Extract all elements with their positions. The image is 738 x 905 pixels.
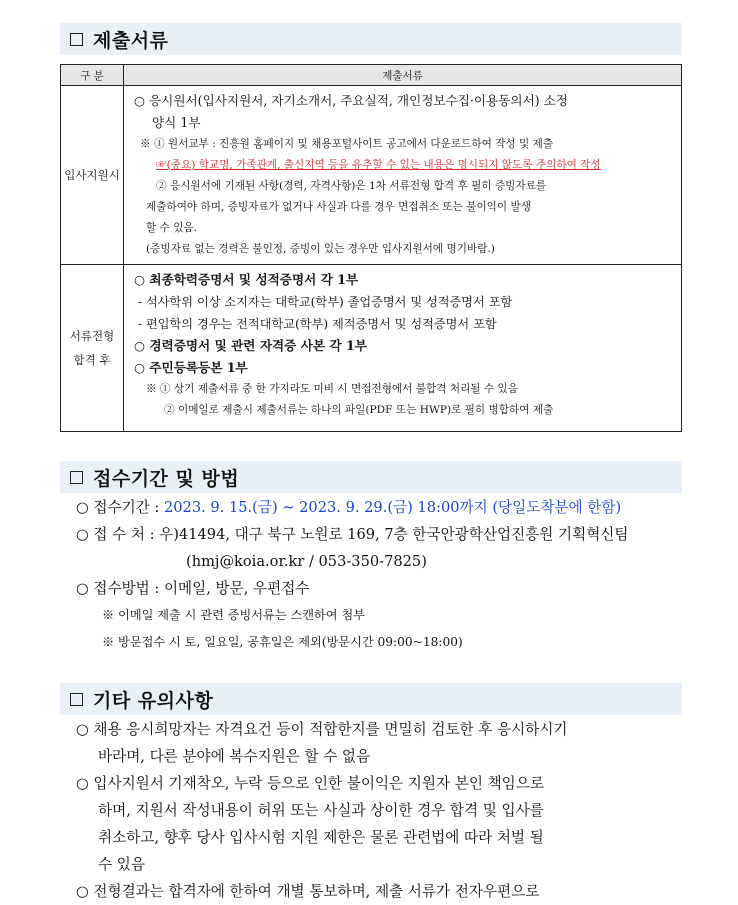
- table-header-row: [61, 65, 682, 86]
- doc-line: ○ 응시원서(입사지원서, 자기소개서, 주요실적, 개인정보수집·이용동의서) 소정: [134, 93, 568, 108]
- doc-note: (증빙자료 없는 경력은 불인정, 증빙이 있는 경우만 입사지원서에 명기바람.): [146, 243, 495, 255]
- contact-info: (hmj@koia.or.kr / 053-350-7825): [186, 553, 427, 570]
- submission-docs-table: [60, 64, 682, 432]
- section-reception-header: [60, 461, 682, 493]
- doc-note: ※ ① 상기 제출서류 중 한 가지라도 미비 시 면접전형에서 불합격 처리될 수 있음: [146, 383, 518, 395]
- note-line: ○ 입사지원서 기재착오, 누락 등으로 인한 불이익은 지원자 본인 책임으로: [76, 775, 544, 792]
- section-submission-docs-header: [60, 23, 682, 55]
- header-documents: 제출서류: [124, 65, 682, 86]
- doc-line: 양식 1부: [152, 115, 201, 130]
- reception-period: [76, 494, 629, 521]
- doc-note: 할 수 있음.: [146, 222, 198, 234]
- reception-place: [76, 521, 629, 548]
- row-content-application: [124, 86, 682, 265]
- doc-note: ② 응시원서에 기재된 사항(경력, 자격사항)은 1차 서류전형 합격 후 필히 증빙자료를: [156, 180, 547, 192]
- reception-note: ※ 이메일 제출 시 관련 증빙서류는 스캔하여 첨부: [102, 608, 365, 622]
- doc-line: ○ 주민등록등본 1부: [134, 360, 248, 375]
- doc-subline: - 편입학의 경우는 전적대학교(학부) 제적증명서 및 성적증명서 포함: [138, 317, 497, 331]
- doc-subline: - 석사학위 이상 소지자는 대학교(학부) 졸업증명서 및 성적증명서 포함: [138, 295, 513, 309]
- row-content-after-pass: [124, 265, 682, 432]
- row-label-line: 서류전형: [69, 329, 115, 343]
- checkbox-square-icon: [70, 33, 83, 46]
- row-label-application: 입사지원시: [61, 86, 124, 265]
- checkbox-square-icon: [70, 471, 83, 484]
- note-line: 바라며, 다른 분야에 복수지원은 할 수 없음: [98, 748, 371, 765]
- section-title: 기타 유의사항: [93, 689, 214, 712]
- note-line: ○ 전형결과는 합격자에 한하여 개별 통보하며, 제출 서류가 전자우편으로: [76, 883, 540, 900]
- section-title: 제출서류: [93, 29, 169, 52]
- note-line: 취소하고, 향후 당사 입사시험 지원 제한은 물론 관련법에 따라 처벌 될: [98, 829, 544, 846]
- doc-note: ② 이메일로 제출시 제출서류는 하나의 파일(PDF 또는 HWP)로 필히 병합하여 제출: [164, 404, 554, 416]
- other-notes: [76, 716, 686, 905]
- important-note: ☞(중요) 학교명, 가족관계, 출신지역 등을 유추할 수 있는 내용은 명시되지 않도록 주의하여 작성: [156, 159, 601, 171]
- note-line: 수 있음: [98, 856, 145, 873]
- place-label: ○ 접 수 처 :: [76, 526, 160, 543]
- doc-line: ○ 최종학력증명서 및 성적증명서 각 1부: [134, 272, 359, 287]
- table-row: [61, 265, 682, 432]
- reception-note: ※ 방문접수 시 토, 일요일, 공휴일은 제외(방문시간 09:00~18:00): [102, 635, 463, 649]
- section-title: 접수기간 및 방법: [93, 467, 240, 490]
- period-value: 2023. 9. 15.(금) ~ 2023. 9. 29.(금) 18:00까지 (당일도착분에 한함): [163, 499, 622, 516]
- table-row: [61, 86, 682, 265]
- period-label: ○ 접수기간 :: [76, 499, 164, 516]
- doc-note: ※ ① 원서교부 : 진흥원 홈페이지 및 채용포털사이트 공고에서 다운로드하여 작성 및 제출: [140, 138, 554, 150]
- section-other-notes-header: [60, 683, 682, 715]
- note-line: 하며, 지원서 작성내용이 허위 또는 사실과 상이한 경우 합격 및 입사를: [98, 802, 544, 819]
- doc-line: ○ 경력증명서 및 관련 자격증 사본 각 1부: [134, 338, 367, 353]
- header-category: 구 분: [61, 65, 124, 86]
- doc-note: 제출하여야 하며, 증빙자료가 없거나 사실과 다를 경우 면접취소 또는 불이익이 발생: [146, 201, 531, 213]
- reception-method: ○ 접수방법 : 이메일, 방문, 우편접수: [76, 580, 310, 597]
- row-label-line: 합격 후: [73, 353, 111, 367]
- row-label-after-pass: [61, 265, 124, 432]
- place-value: 우)41494, 대구 북구 노원로 169, 7층 한국안광학산업진흥원 기획혁신팀: [159, 526, 629, 543]
- reception-info: [76, 494, 629, 656]
- note-line: ○ 채용 응시희망자는 자격요건 등이 적합한지를 면밀히 검토한 후 응시하시기: [76, 721, 568, 738]
- checkbox-square-icon: [70, 693, 83, 706]
